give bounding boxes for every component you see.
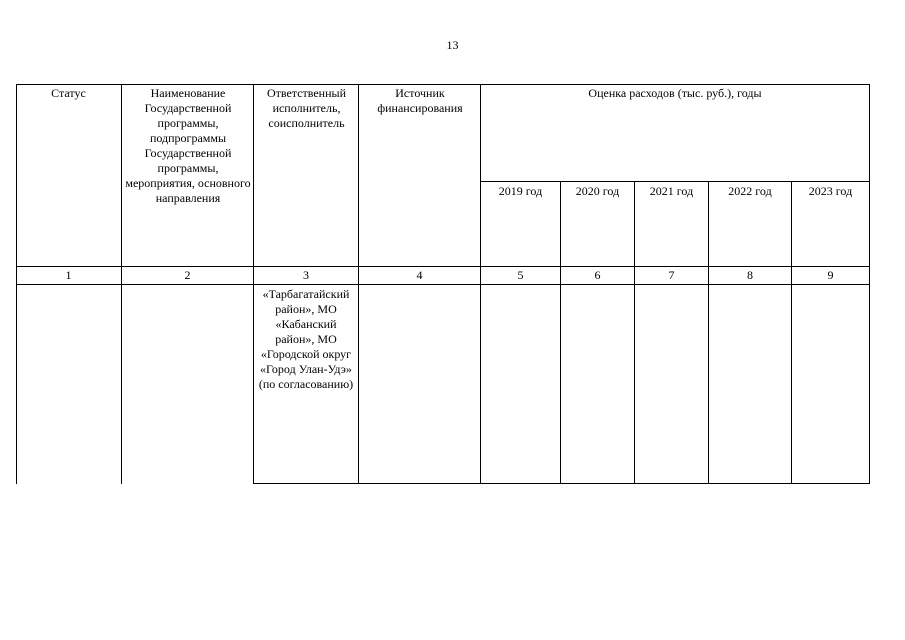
col-line-5: [560, 181, 561, 484]
header-status: Статус: [51, 86, 86, 100]
row-executor: «Тарбагатайский район», МО «Кабанский район», МО «Городской округ «Город Улан-Удэ» (по согласованию): [258, 287, 354, 391]
col-line-3: [358, 84, 359, 484]
column-number: 6: [594, 268, 601, 282]
table-bottom-border: [253, 483, 870, 484]
header-name: Наименование Государственной программы, подпрограммы Государственной программы, мероприятия, основного направления: [125, 86, 251, 205]
header-year-2022: 2022 год: [728, 184, 772, 198]
col-line-6: [634, 181, 635, 484]
col-line-4: [480, 84, 481, 484]
column-number: 8: [747, 268, 753, 282]
column-number: 5: [517, 268, 524, 282]
header-year-2019: 2019 год: [498, 184, 543, 198]
header-source: Источник финансирования: [377, 86, 463, 115]
col-line-9: [869, 84, 870, 484]
year-header-divider: [480, 181, 870, 182]
col-line-8: [791, 181, 792, 484]
column-number: 2: [184, 268, 191, 282]
col-line-2: [253, 84, 254, 484]
col-line-0: [16, 84, 17, 484]
header-year-2021: 2021 год: [649, 184, 694, 198]
col-line-7: [708, 181, 709, 484]
header-year-2020: 2020 год: [575, 184, 620, 198]
column-number: 3: [303, 268, 309, 282]
column-number: 9: [827, 268, 834, 282]
col-line-1: [121, 84, 122, 484]
header-bottom-border: [16, 266, 870, 267]
column-number: 4: [416, 268, 423, 282]
header-expenses: Оценка расходов (тыс. руб.), годы: [588, 86, 762, 100]
page-number: 13: [446, 38, 459, 52]
table-top-border: [16, 84, 870, 85]
column-number: 7: [668, 268, 675, 282]
number-row-bottom-border: [16, 284, 870, 285]
column-number: 1: [65, 268, 72, 282]
header-year-2023: 2023 год: [808, 184, 853, 198]
header-executor: Ответственный исполнитель, соисполнитель: [266, 86, 347, 130]
